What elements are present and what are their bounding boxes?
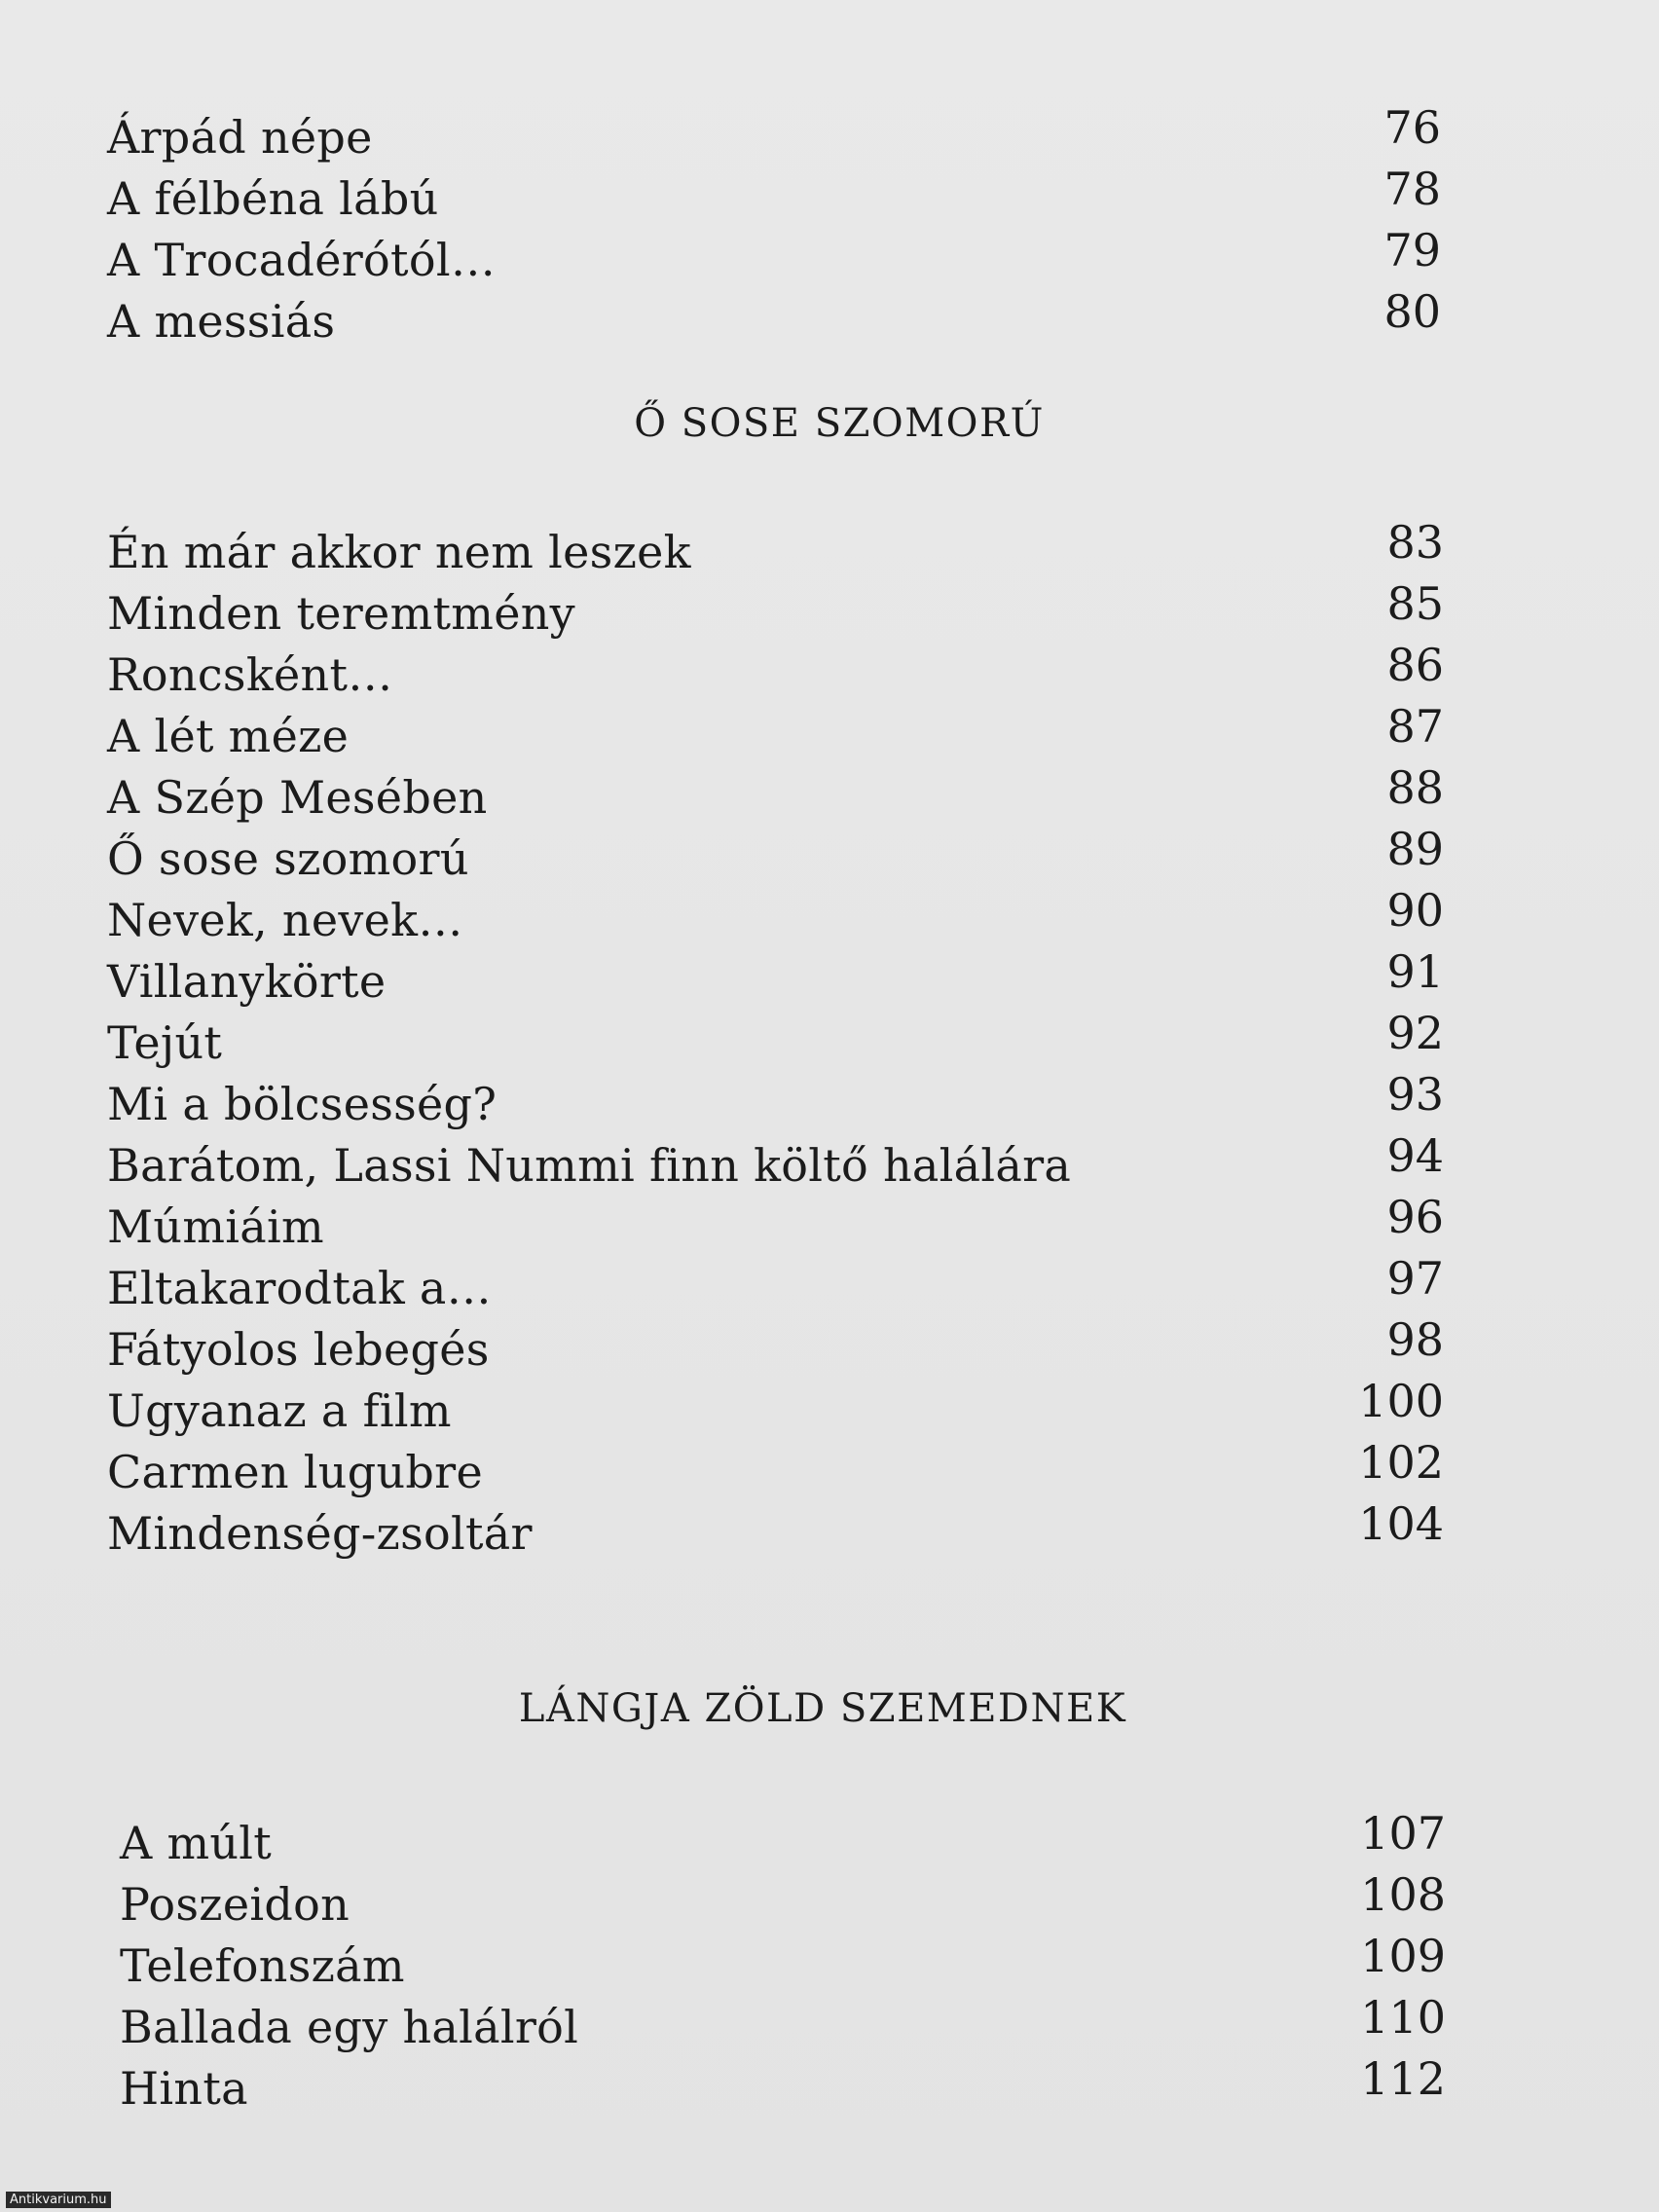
toc-entry-page-number: 88	[1386, 761, 1444, 814]
toc-entry	[120, 1807, 1446, 1874]
toc-entry	[107, 884, 1444, 951]
toc-group-1	[107, 101, 1441, 352]
toc-entry-title: Tejút	[107, 1016, 223, 1069]
toc-entry	[107, 1497, 1444, 1565]
toc-section-3	[120, 1807, 1446, 2120]
toc-entry-title: A Trocadérótól…	[107, 234, 497, 286]
toc-entry-title: Nevek, nevek…	[107, 894, 463, 946]
toc-entry-title: Eltakarodtak a…	[107, 1262, 492, 1314]
toc-entry-title: Roncsként…	[107, 648, 393, 701]
toc-entry-page-number: 86	[1386, 639, 1444, 691]
toc-entry	[107, 101, 1441, 168]
toc-entry-title: Carmen lugubre	[107, 1446, 483, 1498]
toc-entry	[107, 1129, 1444, 1197]
toc-entry-title: Mindenség-zsoltár	[107, 1507, 533, 1560]
toc-section-2	[107, 516, 1444, 1565]
toc-entry-page-number: 92	[1386, 1007, 1444, 1059]
toc-entry	[107, 945, 1444, 1013]
toc-entry-page-number: 100	[1358, 1375, 1444, 1427]
toc-entry-title: Poszeidon	[120, 1878, 350, 1931]
toc-entry	[107, 700, 1444, 767]
toc-entry	[107, 285, 1441, 352]
toc-entry-title: A messiás	[107, 295, 336, 348]
toc-entry-title: Ő sose szomorú	[107, 832, 469, 885]
toc-entry	[107, 761, 1444, 829]
toc-entry-title: Én már akkor nem leszek	[107, 526, 691, 578]
toc-entry	[107, 1375, 1444, 1442]
toc-entry-title: Múmiáim	[107, 1200, 324, 1253]
toc-entry-page-number: 83	[1386, 516, 1444, 569]
toc-entry-title: A félbéna lábú	[107, 172, 439, 225]
toc-entry-page-number: 109	[1360, 1930, 1446, 1982]
watermark: Antikvarium.hu	[6, 2192, 111, 2208]
section-heading-langja-zold-szemednek: LÁNGJA ZÖLD SZEMEDNEK	[518, 1686, 1127, 1731]
toc-entry-title: Telefonszám	[120, 1939, 405, 1992]
toc-entry-page-number: 97	[1386, 1252, 1444, 1305]
toc-entry-page-number: 94	[1386, 1129, 1444, 1182]
toc-entry-page-number: 87	[1386, 700, 1444, 753]
toc-entry-title: Minden teremtmény	[107, 587, 575, 640]
toc-entry	[107, 1007, 1444, 1074]
toc-entry-page-number: 79	[1383, 224, 1441, 276]
toc-entry-page-number: 78	[1383, 163, 1441, 215]
toc-entry	[107, 1191, 1444, 1258]
toc-entry	[107, 1313, 1444, 1381]
toc-entry-page-number: 104	[1358, 1497, 1444, 1550]
toc-entry-title: A Szép Mesében	[107, 771, 488, 824]
toc-entry	[107, 577, 1444, 645]
toc-entry-title: A lét méze	[107, 710, 350, 762]
toc-entry-title: Barátom, Lassi Nummi finn költő halálára	[107, 1139, 1072, 1192]
toc-entry-page-number: 85	[1386, 577, 1444, 630]
toc-entry	[107, 516, 1444, 583]
toc-entry-page-number: 107	[1360, 1807, 1446, 1860]
toc-entry-page-number: 80	[1383, 285, 1441, 338]
toc-entry-page-number: 108	[1360, 1868, 1446, 1921]
toc-entry	[107, 823, 1444, 890]
toc-entry	[120, 1868, 1446, 1936]
toc-entry-page-number: 98	[1386, 1313, 1444, 1366]
toc-entry	[107, 1068, 1444, 1135]
toc-entry	[107, 639, 1444, 706]
toc-entry-page-number: 91	[1386, 945, 1444, 998]
toc-entry	[107, 1252, 1444, 1319]
toc-entry-title: Mi a bölcsesség?	[107, 1078, 498, 1130]
toc-entry-title: Fátyolos lebegés	[107, 1323, 490, 1376]
toc-entry-title: A múlt	[120, 1817, 273, 1869]
toc-entry-title: Villanykörte	[107, 955, 387, 1008]
toc-entry	[120, 1991, 1446, 2058]
toc-entry-page-number: 90	[1386, 884, 1444, 937]
toc-entry-page-number: 110	[1360, 1991, 1446, 2044]
toc-entry	[120, 2052, 1446, 2120]
toc-entry-page-number: 89	[1386, 823, 1444, 875]
toc-entry-page-number: 102	[1358, 1436, 1444, 1489]
toc-entry-title: Árpád népe	[107, 111, 373, 164]
toc-entry	[120, 1930, 1446, 1997]
toc-entry-title: Hinta	[120, 2062, 248, 2115]
toc-entry-page-number: 112	[1360, 2052, 1446, 2105]
toc-entry-title: Ugyanaz a film	[107, 1384, 452, 1437]
toc-entry-page-number: 93	[1386, 1068, 1444, 1121]
toc-entry-title: Ballada egy halálról	[120, 2001, 579, 2053]
section-heading-o-sose-szomoru: Ő SOSE SZOMORÚ	[634, 401, 1045, 446]
toc-entry	[107, 163, 1441, 230]
toc-entry-page-number: 76	[1383, 101, 1441, 154]
toc-entry	[107, 1436, 1444, 1503]
toc-entry	[107, 224, 1441, 291]
toc-entry-page-number: 96	[1386, 1191, 1444, 1243]
